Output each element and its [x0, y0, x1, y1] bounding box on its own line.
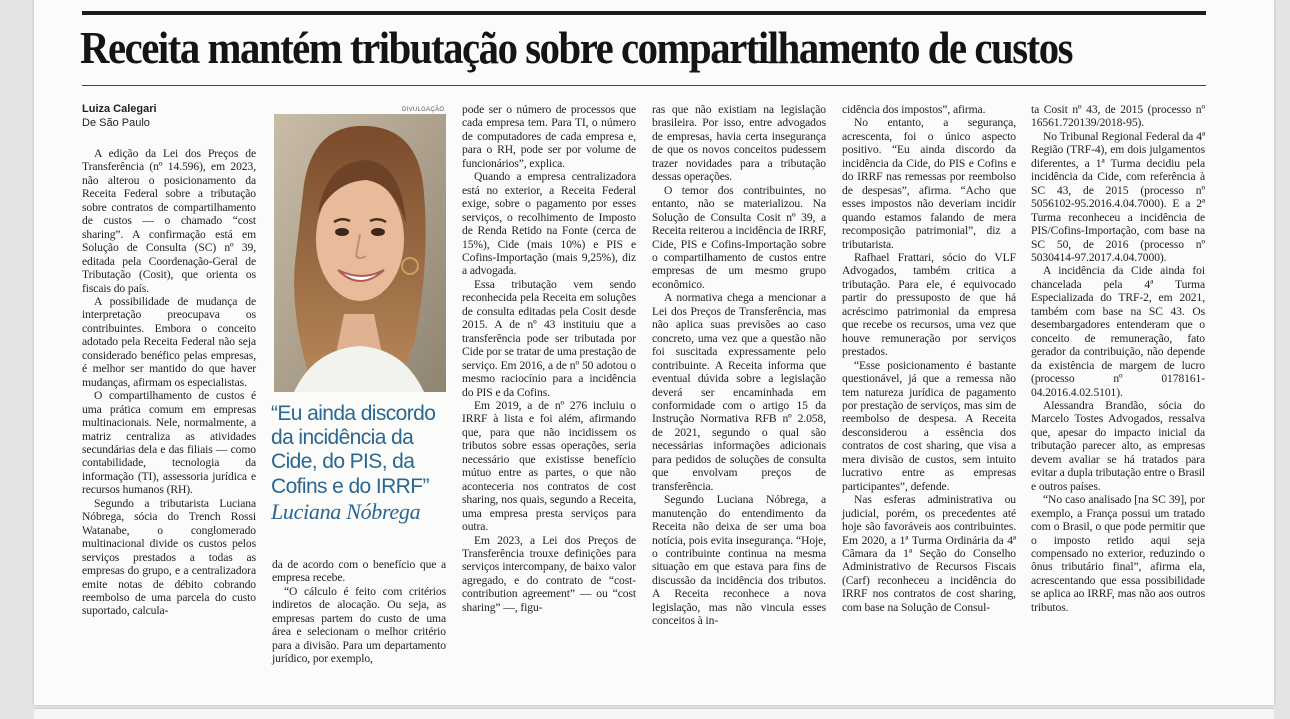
paragraph: Nas esferas administrativa ou judicial, porém, os precedentes até hoje são favoráveis aos contribuintes. Em 2020, a 1ª Turma Ordinária da 4ª Câmara da 1ª Seção do Conselho Administrativo de Recursos Fiscais (Carf) reconheceu a incidência do IRRF nos contratos de cost sharing, com base na Solução de Consul-: [842, 493, 1016, 614]
article-column-1: [82, 147, 256, 618]
paragraph: A normativa chega a mencionar a Lei dos Preços de Transferência, mas não aplica suas previsões ao caso concreto, uma vez que a questão não foi suscitada expressamente pelo contribuinte. A Receita informa que eventual dúvida sobre a legislação deverá ser encaminhada em conformidade com o artigo 15 da Instrução Normativa RFB nº 2.058, de 2021, segundo o qual são necessárias informações adicionais para pedidos de soluções de consulta que envolvam preços de transferência.: [652, 291, 826, 493]
paragraph: Quando a empresa centralizadora está no exterior, a Receita Federal exige, sobre o pagamento por esses serviços, o recolhimento de Imposto de Renda Retido na Fonte (cerca de 15%), Cide (mais 10%) e PIS e Cofins-Importação (mais 9,25%), diz a advogada.: [462, 170, 636, 278]
article-column-3: [462, 103, 636, 614]
article-column-4: [652, 103, 826, 628]
headline-rule: [82, 85, 1206, 86]
paragraph: Em 2023, a Lei dos Preços de Transferência trouxe definições para serviços intercompany, de baixo valor agregado, e do contrato de “cost-contribution agreement” — ou “cost sharing” —, figu-: [462, 533, 636, 614]
paragraph: Segundo Luciana Nóbrega, a manutenção do entendimento da Receita não deixa de ser uma boa notícia, pois evita insegurança. “Hoje, o contribuinte continua na mesma situação em que estava para fins de discussão da incidência dos tributos. A Receita reconhece a nova legislação, mas não vincula esses conceitos à in-: [652, 493, 826, 628]
paragraph: ras que não existiam na legislação brasileira. Por isso, entre advogados de empresas, havia certa insegurança de que os novos conceitos pudessem trazer novidades para a tributação dessas operações.: [652, 103, 826, 184]
portrait-illustration: [274, 114, 446, 392]
byline-location: De São Paulo: [82, 117, 150, 129]
article-column-6: [1031, 103, 1205, 614]
paragraph: O temor dos contribuintes, no entanto, não se materializou. Na Solução de Consulta Cosit nº 39, a Receita reiterou a incidência de IRRF, Cide, PIS e Cofins-Importação sobre o compartilhamento de custos entre empresas de um mesmo grupo econômico.: [652, 183, 826, 291]
paragraph: Alessandra Brandão, sócia do Marcelo Tostes Advogados, ressalva que, apesar do impacto inicial da tributação parecer alto, as empresas devem avaliar se há tratados para evitar a dupla tributação entre o Brasil e outros países.: [1031, 398, 1205, 493]
next-page-edge: [34, 708, 1274, 719]
paragraph: “No caso analisado [na SC 39], por exemplo, a França possui um tratado com o Brasil, o que pode permitir que o imposto retido aqui seja compensado no exterior, reduzindo o ônus tributário final”, afirma ela, acrescentando que essa possibilidade se aplica ao IRRF, mas não aos outros tributos.: [1031, 493, 1205, 614]
pull-quote-author: Luciana Nóbrega: [271, 498, 421, 524]
paragraph: “O cálculo é feito com critérios indiretos de alocação. Ou seja, as empresas partem do custo de uma área e selecionam o melhor critério para a divisão. Para um departamento jurídico, por exemplo,: [272, 584, 446, 666]
paragraph: ta Cosit nº 43, de 2015 (processo nº 16561.720139/2018-95).: [1031, 103, 1205, 130]
paragraph: A possibilidade de mudança de interpretação preocupava os contribuintes. Embora o conceito adotado pela Receita Federal não seja considerado benéfico pelas empresas, é melhor ser mantido do que haver mudanças, afirmam os especialistas.: [82, 294, 256, 389]
paragraph: O compartilhamento de custos é uma prática comum em empresas multinacionais. Nele, normalmente, a matriz centraliza as atividades secundárias dela e das filiais — como contabilidade, tecnologia da informação (TI), assessoria jurídica e recursos humanos (RH).: [82, 389, 256, 497]
pull-quote-text: “Eu ainda discordo da incidência da Cide, do PIS, da Cofins e do IRRF”: [271, 402, 436, 498]
portrait-photo: [274, 114, 446, 392]
paragraph: Em 2019, a de nº 276 incluiu o IRRF à lista e foi além, afirmando que, para que não incidissem os tributos sobre essas operações, seria necessário que existisse benefício mútuo entre as partes, o que não aconteceria nos contratos de cost sharing, nos quais, segundo a Receita, uma empresa presta serviços para outra.: [462, 398, 636, 534]
article-column-2: [272, 558, 446, 666]
paragraph: Segundo a tributarista Luciana Nóbrega, sócia do Trench Rossi Watanabe, o conglomerado multinacional divide os custos pelos serviços prestados a todas as empresas do grupo, e a centralizadora emite notas de débito cobrando reembolso de uma parcela do custo suportado, calcula-: [82, 496, 256, 618]
paragraph: A incidência da Cide ainda foi chancelada pela 4ª Turma Especializada do TRF-2, em 2021, também com base na SC 43. Os desembargadores entenderam que o conceito de remuneração, fato gerador da contribuição, não depende da existência de margem de lucro (processo nº 0178161-04.2016.4.02.5101).: [1031, 264, 1205, 399]
paragraph: No entanto, a segurança, acrescenta, foi o único aspecto positivo. “Eu ainda discordo da incidência da Cide, do PIS e Cofins e do IRRF nas remessas por reembolso de despesas”, afirma. “Acho que esses impostos não deveriam incidir quando estamos falando de mera recomposição patrimonial”, diz a tributarista.: [842, 116, 1016, 251]
paragraph: A edição da Lei dos Preços de Transferência (nº 14.596), em 2023, não alterou o posicionamento da Receita Federal sobre a tributação sobre contratos de compartilhamento de custos — o chamado “cost sharing”. A confirmação está em Solução de Consulta (SC) nº 39, editada pela Coordenação-Geral de Tributação (Cosit), que orienta os fiscais do país.: [82, 147, 256, 295]
photo-credit: DIVULGAÇÃO: [402, 107, 445, 113]
article-column-5: [842, 103, 1016, 614]
paragraph: da de acordo com o benefício que a empresa recebe.: [272, 558, 446, 585]
paragraph: cidência dos impostos”, afirma.: [842, 103, 986, 116]
paragraph: pode ser o número de processos que cada empresa tem. Para TI, o número de computadores de cada empresa e, para o RH, pode ser por volume de funcionários”, explica.: [462, 103, 636, 170]
top-rule: [82, 11, 1206, 15]
byline-author: Luiza Calegari: [82, 103, 157, 115]
paragraph: Rafhael Frattari, sócio do VLF Advogados, também critica a tributação. Para ele, é equivocado partir do pressuposto de que há acréscimo patrimonial da empresa que recebe os recursos, uma vez que houve remuneração por serviços prestados.: [842, 250, 1016, 359]
paragraph: “Esse posicionamento é bastante questionável, já que a remessa não tem natureza jurídica de pagamento por prestação de serviços, mas sim de reembolso de despesa. A Receita desconsiderou a essência dos contratos de cost sharing, que visa a mera divisão de custos, sem intuito lucrativo entre as empresas participantes”, defende.: [842, 358, 1016, 493]
newspaper-page: [34, 0, 1274, 705]
headline: Receita mantém tributação sobre compartilhamento de custos: [80, 23, 1073, 73]
paragraph: Essa tributação vem sendo reconhecida pela Receita em soluções de consulta editadas pela Cosit desde 2015. A de nº 43 instituiu que a transferência pode ser tributada por Cide por se tratar de uma prestação de serviço. Em 2016, a de nº 50 adotou o mesmo raciocínio para a incidência do PIS e da Cofins.: [462, 277, 636, 399]
pull-quote: [271, 402, 451, 525]
paragraph: No Tribunal Regional Federal da 4ª Região (TRF-4), em dois julgamentos diferentes, a 1ª Turma decidiu pela incidência da Cide, com referência à SC 43, de 2015 (processo nº 5056102-95.2016.4.04.7000). E a 2ª Turma reconheceu a incidência de PIS/Cofins-Importação, com base na SC 50, de 2016 (processo nº 5030414-97.2017.4.04.7000).: [1031, 129, 1205, 264]
